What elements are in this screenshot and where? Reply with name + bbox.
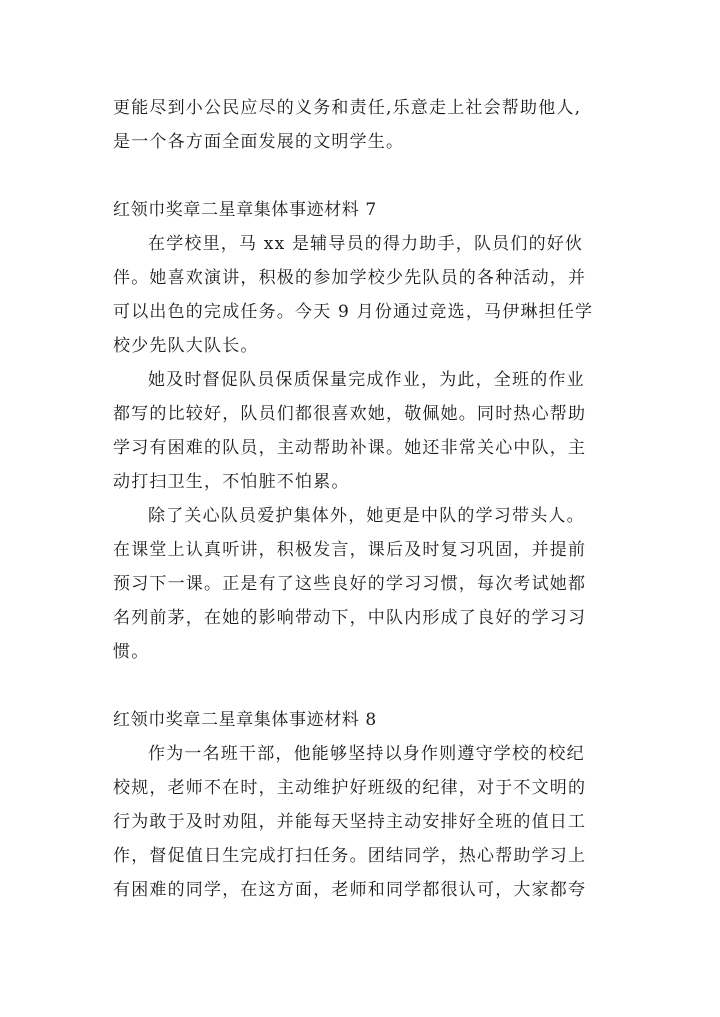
section-heading: 红领巾奖章二星章集体事迹材料 8 — [113, 710, 377, 730]
paragraph-line: 更能尽到小公民应尽的义务和责任,乐意走上社会帮助他人, — [113, 98, 582, 118]
paragraph-line: 除了关心队员爱护集体外，她更是中队的学习带头人。 — [148, 506, 585, 526]
paragraph-line: 在学校里，马 xx 是辅导员的得力助手，队员们的好伙 — [148, 234, 584, 254]
paragraph-line: 惯。 — [113, 642, 150, 662]
paragraph-line: 校少先队大队长。 — [113, 336, 259, 356]
paragraph-line: 她及时督促队员保质保量完成作业，为此，全班的作业 — [148, 370, 585, 390]
paragraph-line: 有困难的同学，在这方面，老师和同学都很认可，大家都夸 — [113, 880, 587, 900]
paragraph-line: 作，督促值日生完成打扫任务。团结同学，热心帮助学习上 — [113, 846, 587, 866]
paragraph-line: 作为一名班干部，他能够坚持以身作则遵守学校的校纪 — [148, 744, 585, 764]
section-heading: 红领巾奖章二星章集体事迹材料 7 — [113, 200, 377, 220]
paragraph-line: 动打扫卫生，不怕脏不怕累。 — [113, 472, 350, 492]
paragraph-line: 名列前茅，在她的影响带动下，中队内形成了良好的学习习 — [113, 608, 587, 628]
paragraph-line: 行为敢于及时劝阻，并能每天坚持主动安排好全班的值日工 — [113, 812, 587, 832]
paragraph-line: 伴。她喜欢演讲，积极的参加学校少先队员的各种活动，并 — [113, 268, 587, 288]
paragraph-line: 可以出色的完成任务。今天 9 月份通过竞选，马伊琳担任学 — [113, 302, 594, 322]
paragraph-line: 学习有困难的队员，主动帮助补课。她还非常关心中队，主 — [113, 438, 587, 458]
paragraph-line: 在课堂上认真听讲，积极发言，课后及时复习巩固，并提前 — [113, 540, 587, 560]
paragraph-line: 预习下一课。正是有了这些良好的学习习惯，每次考试她都 — [113, 574, 587, 594]
paragraph-line: 是一个各方面全面发展的文明学生。 — [113, 132, 405, 152]
paragraph-line: 都写的比较好，队员们都很喜欢她，敬佩她。同时热心帮助 — [113, 404, 587, 424]
paragraph-line: 校规，老师不在时，主动维护好班级的纪律，对于不文明的 — [113, 778, 587, 798]
